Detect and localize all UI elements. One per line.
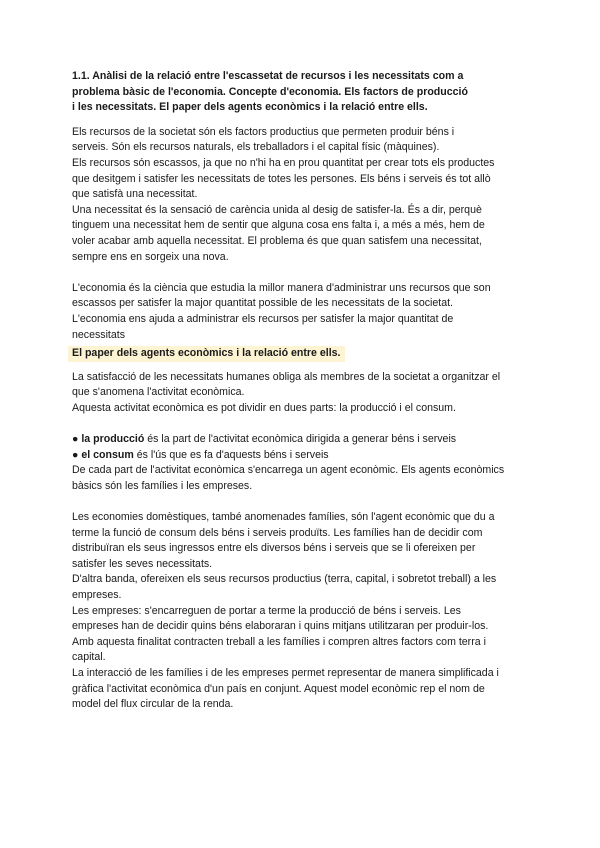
paragraph-gap xyxy=(72,265,532,281)
text-line: L'economia és la ciència que estudia la millor manera d'administrar uns recursos que son xyxy=(72,281,491,294)
text-line: empreses. xyxy=(72,589,122,601)
text-line: Els recursos són escassos, ja que no n'hi ha en prou quantitat per crear tots els productes xyxy=(72,156,495,169)
text-line: empreses han de decidir quins béns elaboraran i quins mitjans utilitzaran per produir-los. xyxy=(72,620,489,633)
heading-line: 1.1. Anàlisi de la relació entre l'escassetat de recursos i les necessitats com a xyxy=(72,70,464,82)
text-line: serveis. Són els recursos naturals, els treballadors i el capital físic (màquines). xyxy=(72,141,440,154)
text-line: L'economia ens ajuda a administrar els recursos per satisfer la major quantitat de xyxy=(72,312,454,325)
bullet-icon: ● xyxy=(72,433,79,446)
text-line: satisfer les seves necessitats. xyxy=(72,557,213,570)
text-line: escassos per satisfer la major quantitat possible de les necessitats de la societat. xyxy=(72,297,453,310)
highlighted-subheading: El paper dels agents econòmics i la relació entre ells. xyxy=(68,346,345,362)
text-line: necessitats xyxy=(72,328,125,341)
paragraph-economy-definition xyxy=(72,281,532,343)
text-line: que s'anomena l'activitat econòmica. xyxy=(72,386,245,399)
document-content xyxy=(72,69,532,713)
section-heading xyxy=(72,69,532,116)
text-line: Aquesta activitat econòmica es pot dividir en dues parts: la producció i el consum. xyxy=(72,401,456,414)
text-line: Les empreses: s'encarreguen de portar a terme la producció de béns i serveis. Les xyxy=(72,604,461,617)
text-line: que desitgem i satisfer les necessitats de totes les persones. Els béns i serveis és tot allò xyxy=(72,172,491,185)
text-line: capital. xyxy=(72,651,106,664)
paragraph-families-companies xyxy=(72,510,532,713)
bullet-text: és l'ús que es fa d'aquests béns i serveis xyxy=(133,448,329,461)
bullet-text: és la part de l'activitat econòmica dirigida a generar béns i serveis xyxy=(144,433,457,446)
text-line: Les economies domèstiques, també anomenades famílies, són l'agent econòmic que du a xyxy=(72,511,495,524)
text-line: La interacció de les famílies i de les empreses permet representar de manera simplificada i xyxy=(72,666,499,679)
heading-line: i les necessitats. El paper dels agents econòmics i la relació entre ells. xyxy=(72,101,428,114)
text-line: voler acabar amb aquella necessitat. El problema és que quan satisfem una necessitat, xyxy=(72,234,482,247)
text-line: bàsics són les famílies i les empreses. xyxy=(72,479,253,492)
text-line: terme la funció de consum dels béns i serveis produïts. Les famílies han de decidir com xyxy=(72,526,483,539)
text-line: Els recursos de la societat són els factors productius que permeten produir béns i xyxy=(72,125,455,138)
subheading-wrap xyxy=(68,346,532,362)
text-line: que satisfà una necessitat. xyxy=(72,188,198,201)
text-line: Una necessitat és la sensació de carència unida al desig de satisfer-la. És a dir, perquè xyxy=(72,203,482,216)
bullet-term: el consum xyxy=(81,448,134,461)
text-line: model del flux circular de la renda. xyxy=(72,698,234,711)
text-line: Amb aquesta finalitat contracten treball a les famílies i compren altres factors com terra i xyxy=(72,635,486,648)
bullet-list xyxy=(72,432,532,463)
text-line: La satisfacció de les necessitats humanes obliga als membres de la societat a organitzar el xyxy=(72,370,501,383)
text-line: gràfica l'activitat econòmica d'un país en conjunt. Aquest model econòmic rep el nom de xyxy=(72,682,485,695)
text-line: sempre ens en sorgeix una nova. xyxy=(72,250,229,263)
paragraph-gap xyxy=(72,494,532,510)
paragraph-gap xyxy=(72,416,532,432)
paragraph-resources xyxy=(72,125,532,265)
paragraph-activity xyxy=(72,370,532,417)
paragraph-agents xyxy=(72,463,532,494)
bullet-item-consumption xyxy=(72,448,532,464)
text-line: distribuïran els seus ingressos entre els diversos béns i serveis que se li ofereixen per xyxy=(72,542,476,555)
text-line: tinguem una necessitat hem de sentir que alguna cosa ens falta i, a més a més, hem de xyxy=(72,219,485,232)
bullet-item-production xyxy=(72,432,532,448)
bullet-icon: ● xyxy=(72,448,79,461)
bullet-term: la producció xyxy=(81,433,145,446)
text-line: D'altra banda, ofereixen els seus recursos productius (terra, capital, i sobretot treball) a les xyxy=(72,573,497,586)
heading-line: problema bàsic de l'economia. Concepte d'economia. Els factors de producció xyxy=(72,85,468,98)
text-line: De cada part de l'activitat econòmica s'encarrega un agent econòmic. Els agents econòmics xyxy=(72,464,505,477)
